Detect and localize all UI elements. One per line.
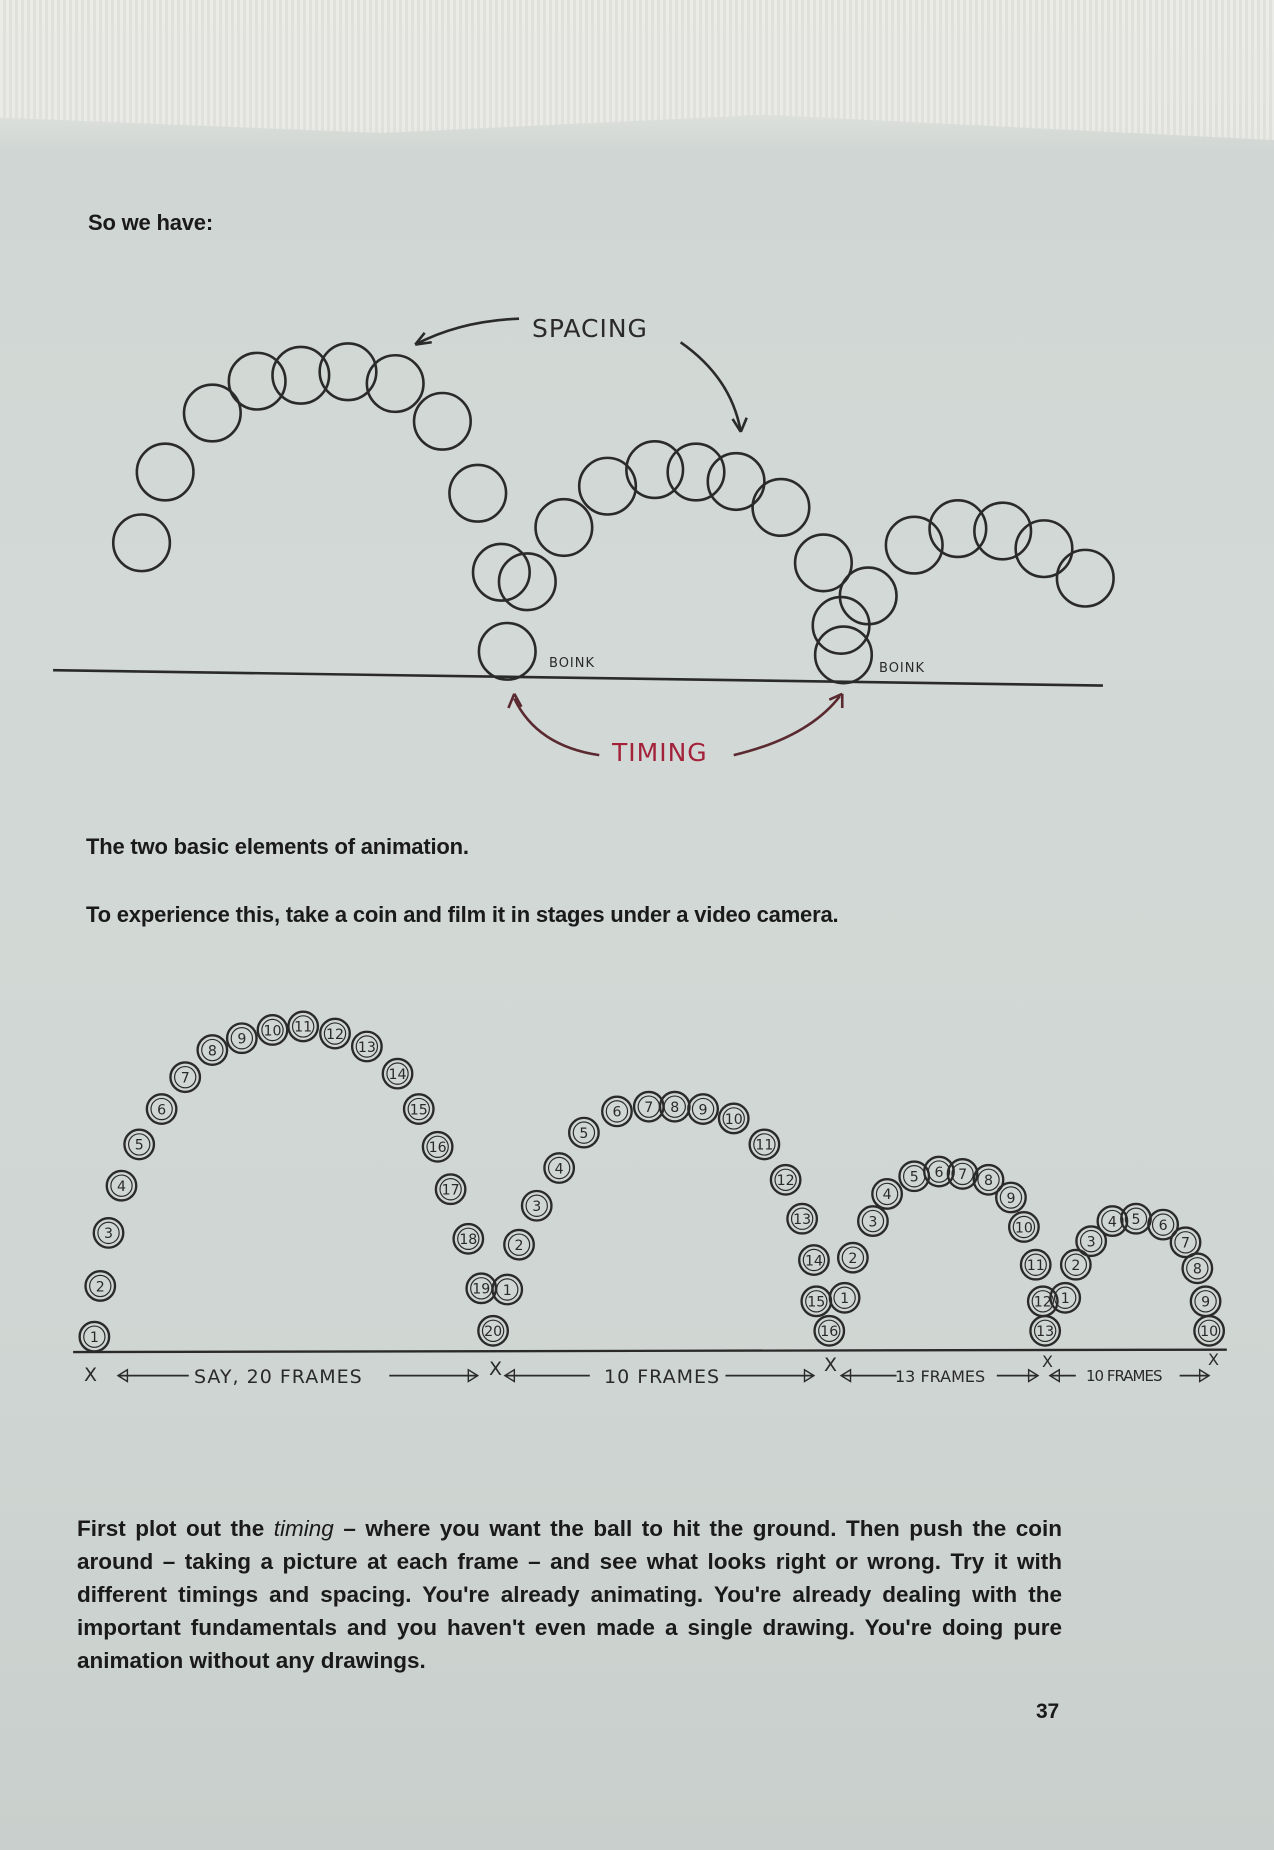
frame-number: 18 <box>459 1232 478 1249</box>
frame-number: 14 <box>388 1066 407 1083</box>
frame-number: 11 <box>755 1137 774 1154</box>
frame-number: 7 <box>644 1099 654 1116</box>
timing-arrow-right <box>734 696 840 755</box>
frame-number: 15 <box>807 1294 826 1311</box>
frame-ball <box>602 1097 631 1126</box>
frame-number: 2 <box>848 1250 858 1267</box>
frame-ball <box>1009 1212 1038 1241</box>
frame-ball <box>404 1094 433 1123</box>
frame-number: 10 <box>724 1111 743 1128</box>
frame-ball <box>124 1130 153 1159</box>
frame-number: 2 <box>95 1279 105 1296</box>
ground-line-top <box>53 670 1103 685</box>
top-diagram <box>53 319 1113 755</box>
frame-number: 14 <box>804 1253 823 1270</box>
label-segment-3: 13 FRAMES <box>895 1367 986 1386</box>
frame-number: 12 <box>776 1173 795 1190</box>
frame-number: 6 <box>934 1164 944 1181</box>
frame-ball <box>198 1035 227 1064</box>
frame-number: 12 <box>326 1026 345 1043</box>
frame-number: 1 <box>89 1329 99 1346</box>
frame-ball <box>436 1174 465 1203</box>
frame-ball <box>799 1245 828 1274</box>
marker-x: X <box>824 1354 839 1376</box>
experience-text: To experience this, take a coin and film it in stages under a video camera. <box>86 902 839 927</box>
frame-ball <box>838 1243 867 1272</box>
frame-ball <box>1021 1250 1050 1279</box>
frame-ball <box>544 1153 573 1182</box>
frame-number: 19 <box>472 1281 491 1298</box>
frame-number: 11 <box>294 1019 313 1036</box>
frame-number: 5 <box>579 1125 589 1142</box>
frame-number: 9 <box>237 1031 247 1048</box>
frame-number: 8 <box>1192 1261 1202 1278</box>
spacing-label: SPACING <box>532 314 648 343</box>
frame-number: 1 <box>1060 1291 1070 1308</box>
frame-ball <box>86 1271 115 1300</box>
frame-number: 5 <box>909 1169 919 1186</box>
frame-ball <box>504 1230 533 1259</box>
paragraph-text: – where you want the ball to hit the ground. Then push the coin around – taking a picture at each frame – and see what looks right or wrong. Try it with different timings and spacing. You're already animating. You're already dealing with the important fundamentals and you haven't even made a single drawing. You're doing pure animation without any drawings. <box>77 1516 1062 1673</box>
label-segment-4: 10 FRAMES <box>1086 1367 1162 1385</box>
frame-number: 1 <box>502 1282 512 1299</box>
frame-number: 2 <box>514 1237 524 1254</box>
frame-number: 6 <box>612 1104 622 1121</box>
bottom-diagram <box>73 1012 1227 1382</box>
frame-number: 6 <box>1158 1217 1168 1234</box>
frame-number: 7 <box>180 1070 190 1087</box>
spacing-arrow-right <box>681 342 741 432</box>
paragraph-text: First plot out the <box>77 1516 274 1541</box>
frame-ball <box>522 1191 551 1220</box>
frame-number: 20 <box>484 1324 503 1341</box>
frame-ball <box>147 1094 176 1123</box>
frame-ball <box>872 1179 901 1208</box>
frame-number: 10 <box>1014 1220 1033 1237</box>
frame-ball <box>258 1015 287 1044</box>
frame-number: 8 <box>984 1173 994 1190</box>
label-segment-1: SAY, 20 FRAMES <box>194 1366 363 1388</box>
frame-ball <box>1121 1204 1150 1233</box>
frame-ball <box>94 1218 123 1247</box>
frame-number: 8 <box>670 1099 680 1116</box>
frame-number: 13 <box>1036 1324 1055 1341</box>
ball-circle <box>753 479 810 536</box>
ball-circle <box>367 355 424 412</box>
ball-circle <box>137 444 194 501</box>
ball-circle <box>668 444 725 501</box>
frame-number: 15 <box>409 1102 428 1119</box>
timing-label: TIMING <box>612 738 708 767</box>
frame-ball <box>719 1104 748 1133</box>
marker-x: X <box>1042 1352 1054 1371</box>
frame-number: 16 <box>428 1140 447 1157</box>
frame-number: 10 <box>263 1023 282 1040</box>
frame-ball <box>170 1062 199 1091</box>
frame-number: 8 <box>207 1043 217 1060</box>
marker-x: X <box>489 1358 504 1380</box>
frame-ball <box>492 1275 521 1304</box>
page-number: 37 <box>1036 1700 1059 1723</box>
frame-number: 9 <box>1006 1190 1016 1207</box>
frame-ball <box>352 1032 381 1061</box>
frame-number: 9 <box>1201 1294 1211 1311</box>
frame-number: 4 <box>117 1179 127 1196</box>
frame-number: 5 <box>1131 1212 1141 1229</box>
frame-ball <box>227 1023 256 1052</box>
frame-ball <box>750 1130 779 1159</box>
frame-ball <box>802 1287 831 1316</box>
frame-ball <box>454 1224 483 1253</box>
frame-ball <box>1050 1283 1079 1312</box>
frame-ball <box>948 1159 977 1188</box>
frame-number: 6 <box>157 1102 167 1119</box>
ball-circle <box>479 623 536 680</box>
frame-number: 12 <box>1033 1294 1052 1311</box>
ball-circle <box>414 393 471 450</box>
frame-ball <box>688 1094 717 1123</box>
frame-number: 3 <box>1086 1234 1096 1251</box>
frame-number: 9 <box>698 1102 708 1119</box>
frame-ball <box>1194 1316 1223 1345</box>
body-paragraph <box>77 1512 1062 1677</box>
frame-ball <box>1183 1254 1212 1283</box>
frame-ball <box>107 1171 136 1200</box>
frame-ball <box>569 1118 598 1147</box>
frame-ball <box>288 1012 317 1041</box>
frame-ball <box>478 1316 507 1345</box>
frame-ball <box>383 1059 412 1088</box>
frame-ball <box>80 1322 109 1351</box>
frame-ball <box>423 1132 452 1161</box>
frame-number: 4 <box>882 1187 892 1204</box>
frame-number: 13 <box>793 1212 812 1229</box>
ball-circle <box>1057 550 1114 607</box>
frame-number: 3 <box>104 1226 114 1243</box>
frame-ball <box>787 1204 816 1233</box>
frame-ball <box>1191 1287 1220 1316</box>
marker-x: X <box>1208 1350 1220 1369</box>
frame-number: 17 <box>441 1182 460 1199</box>
frame-number: 5 <box>134 1137 144 1154</box>
boink-label-2: BOINK <box>879 661 926 676</box>
timing-arrow-left <box>514 699 599 756</box>
spacing-arrow-left <box>415 319 519 345</box>
frame-ball <box>996 1183 1025 1212</box>
frame-number: 3 <box>868 1214 878 1231</box>
ball-circle <box>536 499 593 556</box>
frame-number: 16 <box>820 1324 839 1341</box>
frame-number: 4 <box>1107 1214 1117 1231</box>
frame-number: 7 <box>1181 1235 1191 1252</box>
frame-number: 7 <box>958 1167 968 1184</box>
ball-circle <box>449 465 506 522</box>
label-segment-2: 10 FRAMES <box>604 1366 721 1388</box>
caption-text: The two basic elements of animation. <box>86 834 469 859</box>
frame-ball <box>660 1092 689 1121</box>
frame-ball <box>1030 1316 1059 1345</box>
ball-circle <box>708 453 765 510</box>
frame-ball <box>858 1206 887 1235</box>
frame-ball <box>320 1019 349 1048</box>
frame-number: 10 <box>1200 1324 1219 1341</box>
paragraph-italic: timing <box>273 1516 334 1541</box>
frame-ball <box>771 1165 800 1194</box>
frame-number: 11 <box>1026 1258 1045 1275</box>
frame-ball <box>815 1316 844 1345</box>
ball-circle <box>113 514 170 571</box>
frame-number: 4 <box>554 1161 564 1178</box>
frame-number: 13 <box>357 1039 376 1056</box>
frame-number: 2 <box>1071 1258 1081 1275</box>
frame-number: 3 <box>532 1199 542 1216</box>
frame-number: 1 <box>840 1291 850 1308</box>
marker-x: X <box>84 1364 99 1386</box>
frame-ball <box>830 1283 859 1312</box>
boink-label-1: BOINK <box>549 656 596 671</box>
intro-text: So we have: <box>88 210 213 235</box>
